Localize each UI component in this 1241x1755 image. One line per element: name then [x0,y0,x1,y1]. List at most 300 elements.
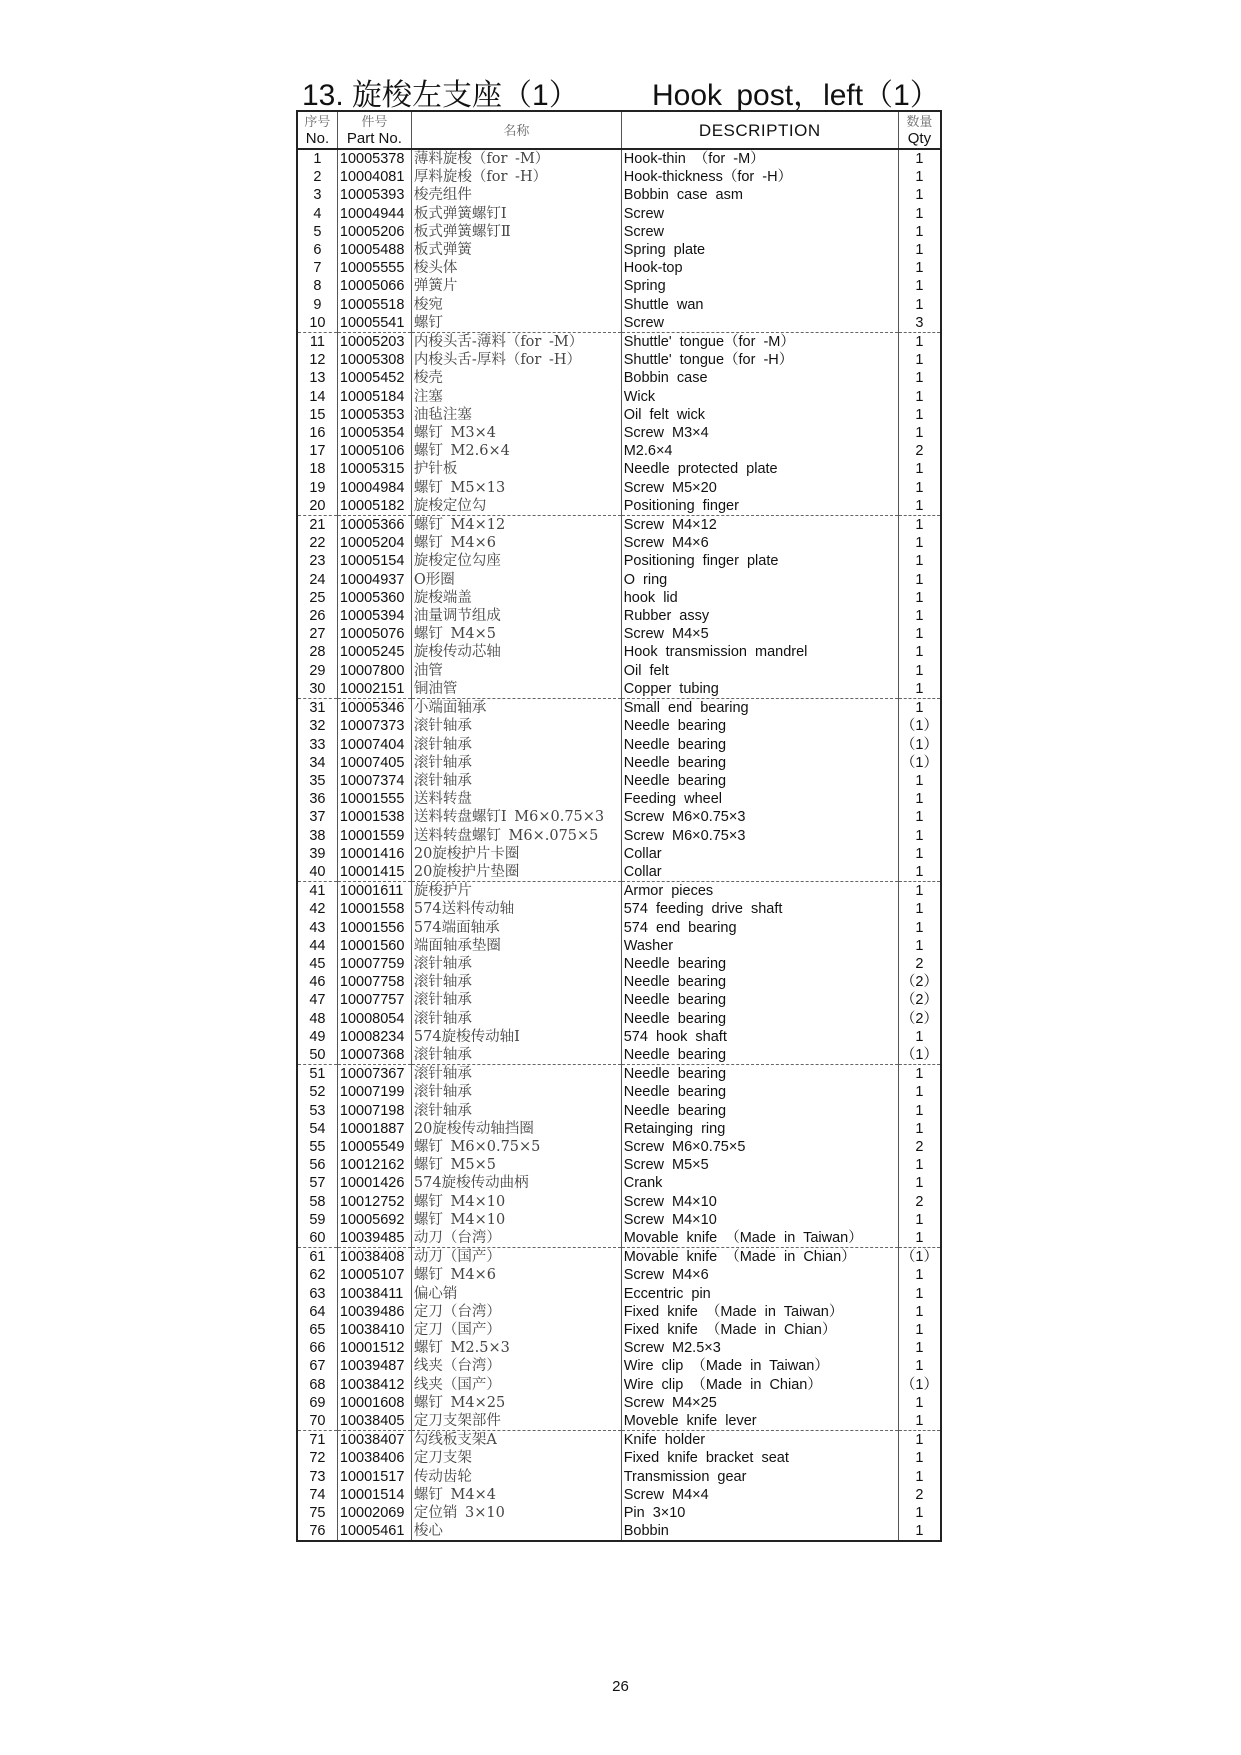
part-number: 10007759 [337,955,411,973]
quantity: 1 [915,1028,924,1045]
table-row [297,625,941,643]
table-row [297,1193,941,1211]
part-name-cn: 线夹（国产） [411,1376,621,1394]
header-description: DESCRIPTION [621,111,898,149]
part-number: 10005346 [337,699,411,718]
quantity: 1 [915,809,924,826]
row-number: 35 [297,772,337,790]
part-number: 10005378 [337,149,411,168]
part-number: 10038412 [337,1376,411,1394]
part-description: Screw M3×4 [621,424,898,442]
part-number: 10007757 [337,991,411,1009]
part-number: 10004984 [337,479,411,497]
part-name-cn: 螺钉 M4×5 [411,625,621,643]
part-number: 10039486 [337,1303,411,1321]
table-row [297,241,941,259]
quantity: 1 [915,626,924,643]
part-description: Spring plate [621,241,898,259]
table-row [297,1522,941,1541]
part-number: 10005066 [337,277,411,295]
part-name-cn: 滚针轴承 [411,991,621,1009]
part-name-cn: 薄料旋梭（for -M） [411,149,621,168]
quantity: 1 [915,937,924,954]
part-number: 10001416 [337,845,411,863]
part-description: Washer [621,937,898,955]
header-part-no [337,111,411,149]
row-number: 10 [297,314,337,333]
quantity: 1 [915,1175,924,1192]
part-description: Needle bearing [621,1102,898,1120]
row-number: 11 [297,333,337,352]
quantity: 1 [898,1412,941,1431]
quantity: 1 [915,1322,924,1338]
part-name-cn: 勾线板支架A [411,1431,621,1450]
part-name-cn: 螺钉 M4×6 [411,1266,621,1284]
part-description: Wick [621,388,898,406]
part-number: 10007368 [337,1046,411,1065]
part-description: Fixed knife bracket seat [621,1449,898,1467]
header-no-en: No. [305,130,330,147]
part-description: Hook transmission mandrel [621,643,898,661]
part-number: 10005393 [337,186,411,204]
quantity: 1 [915,827,924,844]
part-number: 10005354 [337,424,411,442]
quantity: 1 [915,479,924,496]
quantity: （1） [898,1046,941,1065]
table-row [297,223,941,241]
row-number: 51 [297,1065,337,1084]
part-description: Transmission gear [621,1468,898,1486]
table-row [297,1504,941,1522]
part-number: 10005549 [337,1138,411,1156]
row-number: 43 [297,919,337,937]
table-row [297,845,941,863]
quantity: 2 [915,1138,924,1155]
table-row [297,680,941,699]
quantity: 1 [915,608,924,625]
row-number: 2 [297,168,337,186]
part-description: Needle bearing [621,1046,898,1065]
table-row [297,973,941,991]
row-number: 25 [297,589,337,607]
part-number: 10007800 [337,662,411,680]
row-number: 26 [297,607,337,625]
table-row [297,1339,941,1357]
part-name-cn: 滚针轴承 [411,772,621,790]
quantity: 1 [915,151,924,167]
part-name-cn: 螺钉 M5×5 [411,1156,621,1174]
table-row [297,827,941,845]
row-number: 7 [297,259,337,277]
part-number: 10005245 [337,643,411,661]
part-name-cn: 梭头体 [411,259,621,277]
header-qty [898,111,941,149]
part-description: Collar [621,863,898,882]
quantity: 1 [915,205,924,222]
part-name-cn: 梭心 [411,1522,621,1541]
quantity: 1 [915,334,924,351]
part-name-cn: 油量调节组成 [411,607,621,625]
part-number: 10004081 [337,168,411,186]
part-description: O ring [621,571,898,589]
header-qty-en: Qty [907,130,932,147]
part-description: Needle bearing [621,1065,898,1084]
quantity: 1 [915,169,924,186]
part-description: M2.6×4 [621,442,898,460]
part-name-cn: 油毡注塞 [411,406,621,424]
quantity: 2 [915,955,924,972]
part-description: Movable knife （Made in Chian） [621,1248,898,1267]
table-row [297,790,941,808]
quantity: 1 [915,388,924,405]
quantity: 1 [915,845,924,862]
part-number: 10005154 [337,552,411,570]
quantity: 1 [915,644,924,661]
quantity: 1 [898,863,941,882]
part-number: 10001560 [337,937,411,955]
parts-table [296,110,942,1542]
part-number: 10005308 [337,351,411,369]
part-number: 10008234 [337,1028,411,1046]
table-row [297,479,941,497]
part-name-cn: 护针板 [411,460,621,478]
part-name-cn: 梭壳 [411,369,621,387]
row-number: 6 [297,241,337,259]
table-row [297,1156,941,1174]
table-row [297,1468,941,1486]
row-number: 8 [297,277,337,295]
table-row [297,205,941,223]
table-row [297,296,941,314]
quantity: （2） [900,974,938,991]
part-number: 10001887 [337,1120,411,1138]
row-number: 70 [297,1412,337,1431]
table-row [297,754,941,772]
row-number: 55 [297,1138,337,1156]
row-number: 36 [297,790,337,808]
part-name-cn: 螺钉 M5×13 [411,479,621,497]
header-name-cn: 名称 [503,122,530,138]
part-name-cn: 滚针轴承 [411,1065,621,1084]
table-row [297,1266,941,1284]
part-name-cn: 螺钉 M2.6×4 [411,442,621,460]
quantity: 1 [915,553,924,570]
part-number: 10007374 [337,772,411,790]
part-number: 10004937 [337,571,411,589]
row-number: 56 [297,1156,337,1174]
part-number: 10001426 [337,1174,411,1192]
part-number: 10001611 [337,882,411,901]
quantity: 1 [915,352,924,369]
part-number: 10005541 [337,314,411,333]
part-number: 10005353 [337,406,411,424]
table-row [297,1357,941,1375]
row-number: 47 [297,991,337,1009]
part-number: 10001558 [337,900,411,918]
part-description: hook lid [621,589,898,607]
quantity: 1 [915,278,924,295]
part-description: Needle bearing [621,955,898,973]
part-description: Needle protected plate [621,460,898,478]
table-row [297,388,941,406]
table-row [297,1285,941,1303]
table-row [297,699,941,718]
quantity: 1 [915,1358,924,1375]
part-description: Eccentric pin [621,1285,898,1303]
part-number: 10005488 [337,241,411,259]
quantity: （1） [900,754,938,771]
part-description: Wire clip （Made in Taiwan） [621,1357,898,1375]
part-name-cn: 旋梭端盖 [411,589,621,607]
part-name-cn: 送料转盘螺钉 M6×.075×5 [411,827,621,845]
table-row [297,1431,941,1450]
table-row [297,1394,941,1412]
part-name-cn: 板式弹簧螺钉Ⅰ [411,205,621,223]
part-description: Small end bearing [621,699,898,718]
row-number: 65 [297,1321,337,1339]
row-number: 54 [297,1120,337,1138]
part-name-cn: 574旋梭传动曲柄 [411,1174,621,1192]
part-number: 10005360 [337,589,411,607]
part-description: Screw [621,223,898,241]
row-number: 60 [297,1229,337,1248]
part-name-cn: 螺钉 M4×6 [411,534,621,552]
table-row [297,1248,941,1267]
table-row [297,277,941,295]
quantity: 2 [915,443,924,460]
part-description: Fixed knife （Made in Chian） [621,1321,898,1339]
part-description: Crank [621,1174,898,1192]
table-row [297,314,941,333]
part-description: Screw M4×25 [621,1394,898,1412]
part-description: Screw M6×0.75×3 [621,827,898,845]
part-number: 10001538 [337,808,411,826]
quantity: （2） [900,1010,938,1027]
row-number: 30 [297,680,337,699]
quantity: 1 [915,425,924,442]
part-name-cn: 旋梭定位勾 [411,497,621,516]
part-description: Knife holder [621,1431,898,1450]
table-row [297,571,941,589]
part-description: Screw M4×10 [621,1211,898,1229]
row-number: 61 [297,1248,337,1267]
row-number: 18 [297,460,337,478]
part-name-cn: 螺钉 M4×4 [411,1486,621,1504]
part-name-cn: 定刀（国产） [411,1321,621,1339]
part-description: Retainging ring [621,1120,898,1138]
table-row [297,1412,941,1431]
quantity: 1 [915,1450,924,1467]
row-number: 21 [297,516,337,535]
quantity: 1 [915,1505,924,1522]
part-number: 10005204 [337,534,411,552]
part-number: 10005366 [337,516,411,535]
row-number: 59 [297,1211,337,1229]
part-description: Bobbin [621,1522,898,1541]
part-description: Screw [621,314,898,333]
part-number: 10007373 [337,717,411,735]
table-row [297,369,941,387]
header-name [411,111,621,149]
part-name-cn: 油管 [411,662,621,680]
row-number: 12 [297,351,337,369]
part-description: Movable knife （Made in Taiwan） [621,1229,898,1248]
part-name-cn: 螺钉 M4×25 [411,1394,621,1412]
table-row [297,497,941,516]
part-description: Hook-top [621,259,898,277]
table-row [297,424,941,442]
row-number: 17 [297,442,337,460]
quantity: 1 [915,1102,924,1119]
table-row [297,808,941,826]
table-row [297,589,941,607]
table-row [297,1065,941,1084]
part-number: 10039485 [337,1229,411,1248]
part-number: 10001608 [337,1394,411,1412]
part-description: Needle bearing [621,772,898,790]
part-description: Screw M4×6 [621,534,898,552]
row-number: 50 [297,1046,337,1065]
table-row [297,186,941,204]
page-title [302,70,940,112]
title-english: Hook post，left（1） [652,79,940,112]
row-number: 23 [297,552,337,570]
header-qty-cn: 数量 [906,114,933,129]
table-row [297,1010,941,1028]
table-row [297,1486,941,1504]
table-row [297,991,941,1009]
part-number: 10001517 [337,1468,411,1486]
quantity: 1 [915,1157,924,1174]
part-description: Rubber assy [621,607,898,625]
table-row [297,552,941,570]
quantity: 1 [915,901,924,918]
quantity: 2 [915,1193,924,1210]
table-row [297,643,941,661]
part-name-cn: 螺钉 M4×10 [411,1193,621,1211]
part-name-cn: 螺钉 [411,314,621,333]
header-no [297,111,337,149]
part-name-cn: 574端面轴承 [411,919,621,937]
part-description: Screw M2.5×3 [621,1339,898,1357]
part-number: 10005452 [337,369,411,387]
part-name-cn: 定刀支架部件 [411,1412,621,1431]
part-number: 10005184 [337,388,411,406]
part-number: 10012162 [337,1156,411,1174]
part-number: 10005076 [337,625,411,643]
row-number: 9 [297,296,337,314]
part-name-cn: 送料转盘螺钉I M6×0.75×3 [411,808,621,826]
part-number: 10002069 [337,1504,411,1522]
quantity: 1 [915,1267,924,1284]
part-description: Spring [621,277,898,295]
part-description: Screw M4×12 [621,516,898,535]
quantity: 1 [915,535,924,552]
part-description: Positioning finger plate [621,552,898,570]
part-number: 10007758 [337,973,411,991]
table-row [297,1102,941,1120]
part-number: 10005203 [337,333,411,352]
row-number: 57 [297,1174,337,1192]
quantity: 1 [915,1303,924,1320]
header-no-cn: 序号 [304,114,331,129]
quantity: （1） [900,718,938,735]
part-name-cn: 小端面轴承 [411,699,621,718]
row-number: 49 [297,1028,337,1046]
row-number: 44 [297,937,337,955]
part-description: 574 feeding drive shaft [621,900,898,918]
row-number: 13 [297,369,337,387]
quantity: 1 [915,772,924,789]
title-chinese: 13. 旋梭左支座（1） [302,79,579,112]
part-number: 10038405 [337,1412,411,1431]
table-row [297,882,941,901]
part-description: Screw [621,205,898,223]
quantity: 1 [915,296,924,313]
part-description: Pin 3×10 [621,1504,898,1522]
row-number: 53 [297,1102,337,1120]
table-row [297,460,941,478]
part-number: 10007199 [337,1083,411,1101]
part-description: Needle bearing [621,973,898,991]
part-name-cn: 20旋梭护片垫圈 [411,863,621,882]
table-row [297,919,941,937]
table-row [297,149,941,168]
row-number: 68 [297,1376,337,1394]
quantity: （1） [900,1249,938,1266]
quantity: 1 [915,571,924,588]
part-number: 10007198 [337,1102,411,1120]
quantity: 1 [915,1432,924,1449]
part-number: 10005315 [337,460,411,478]
table-row [297,1303,941,1321]
part-name-cn: 厚料旋梭（for -H） [411,168,621,186]
table-row [297,863,941,882]
row-number: 46 [297,973,337,991]
header-part-en: Part No. [346,130,402,147]
part-number: 10039487 [337,1357,411,1375]
part-number: 10001555 [337,790,411,808]
table-row [297,662,941,680]
part-number: 10038407 [337,1431,411,1450]
part-description: Copper tubing [621,680,898,699]
table-row [297,351,941,369]
row-number: 19 [297,479,337,497]
part-description: Needle bearing [621,717,898,735]
table-row [297,1028,941,1046]
part-description: Needle bearing [621,1010,898,1028]
quantity: 1 [915,919,924,936]
row-number: 27 [297,625,337,643]
part-name-cn: 旋梭传动芯轴 [411,643,621,661]
part-description: Needle bearing [621,1083,898,1101]
table-row [297,259,941,277]
row-number: 63 [297,1285,337,1303]
quantity: 1 [915,1285,924,1302]
header-part-cn: 件号 [361,114,388,129]
quantity: 1 [915,187,924,204]
row-number: 28 [297,643,337,661]
table-row [297,772,941,790]
part-name-cn: 滚针轴承 [411,1083,621,1101]
part-name-cn: 滚针轴承 [411,736,621,754]
part-name-cn: 定位销 3×10 [411,1504,621,1522]
part-number: 10005461 [337,1522,411,1541]
part-description: Oil felt [621,662,898,680]
row-number: 4 [297,205,337,223]
table-row [297,534,941,552]
part-name-cn: 螺钉 M6×0.75×5 [411,1138,621,1156]
